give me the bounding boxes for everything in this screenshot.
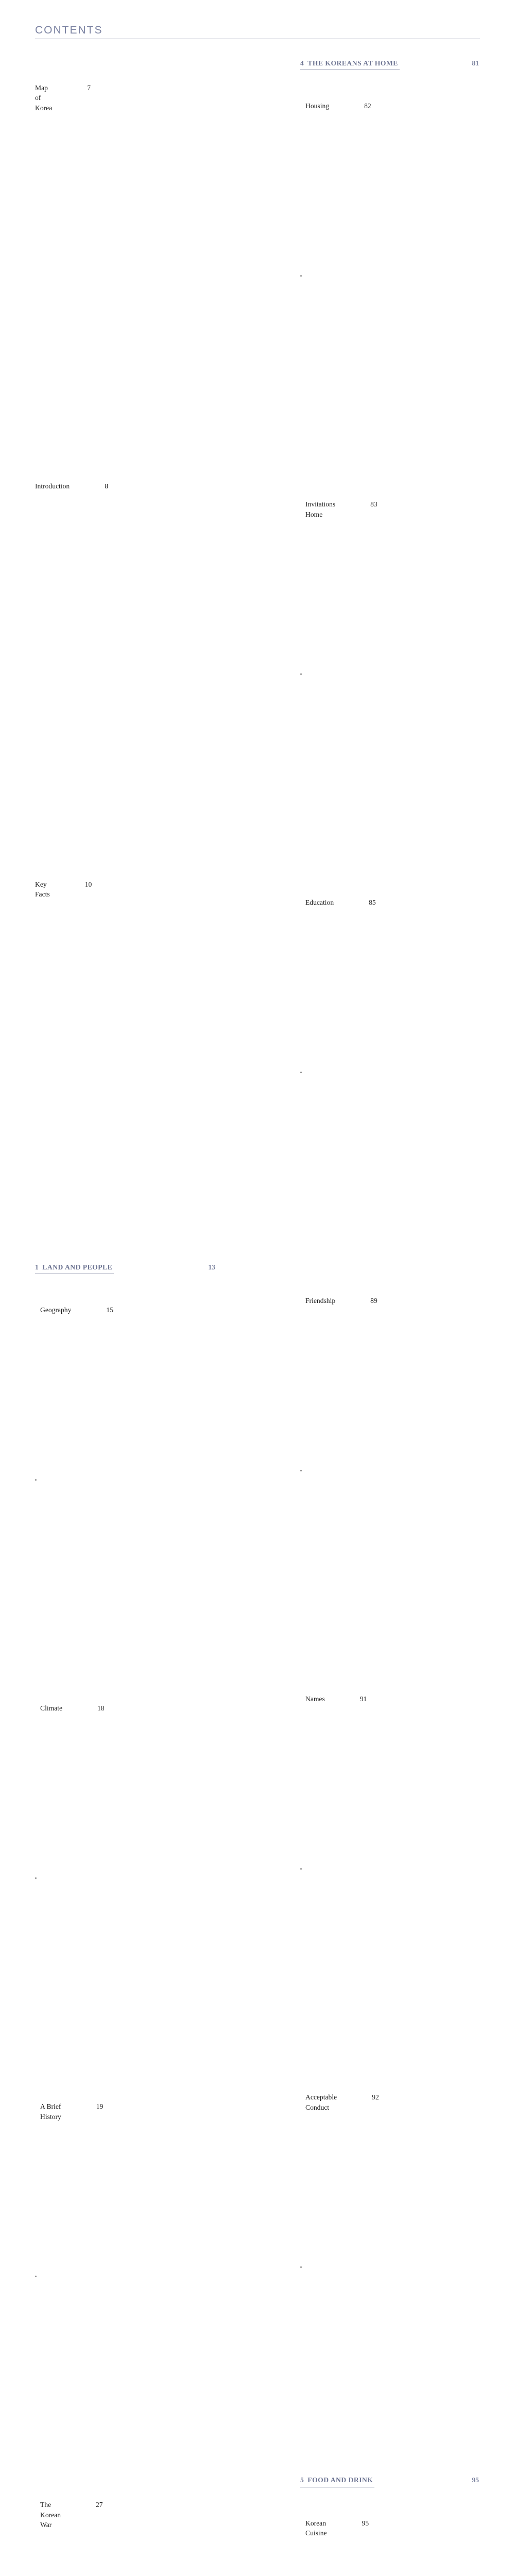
toc-entry: [300, 2067, 479, 2466]
toc-entry: [300, 474, 479, 873]
toc-entry: [35, 58, 215, 456]
toc-entry-page: 10: [50, 855, 215, 1253]
toc-entry-label: Names: [305, 1695, 325, 1703]
toc-entry-page: 27: [61, 2475, 215, 2576]
toc-entry-page: 15: [71, 1280, 215, 1679]
toc-entry-page: 91: [325, 1669, 479, 2067]
toc-entry: [300, 873, 479, 1271]
toc-entry: [35, 456, 215, 855]
toc-entry: [35, 2475, 215, 2576]
chapter-number: 1: [35, 1263, 39, 1271]
toc-entry: [35, 2077, 215, 2475]
toc-entry: [300, 1669, 479, 2067]
toc-entry: [300, 76, 479, 474]
toc-entry-label: Invitations Home: [305, 500, 336, 518]
toc-front-matter-section: [35, 58, 215, 1253]
bullet-icon: [300, 275, 302, 277]
chapter-page: 13: [208, 1263, 215, 1271]
bullet-icon: [300, 673, 302, 675]
toc-entry-page: 92: [337, 2067, 479, 2466]
toc-entry-label: The Korean War: [40, 2501, 61, 2529]
chapter-heading-text: [300, 2475, 374, 2487]
chapter-heading: [300, 58, 479, 70]
chapter-title: FOOD AND DRINK: [307, 2476, 373, 2484]
toc-entry-label: Key Facts: [35, 880, 50, 899]
bullet-icon: [300, 1072, 302, 1073]
toc-entry-label: Introduction: [35, 482, 70, 490]
toc-entry-label: Korean Cuisine: [305, 2519, 327, 2537]
toc-chapter-section: [35, 1262, 215, 2576]
toc-entry-page: 18: [62, 1679, 215, 2077]
bullet-icon: [35, 1877, 37, 1879]
toc-entry-page: 83: [335, 474, 479, 873]
toc-entry: [35, 1679, 215, 2077]
chapter-number: 4: [300, 59, 304, 67]
bullet-icon: [300, 1868, 302, 1870]
bullet-icon: [300, 2266, 302, 2268]
bullet-icon: [35, 2276, 37, 2277]
chapter-heading-text: [300, 58, 400, 70]
chapter-heading-text: [35, 1262, 114, 1274]
toc-entry-list: [35, 1280, 215, 2576]
chapter-title: THE KOREANS AT HOME: [307, 59, 398, 67]
page-title: CONTENTS: [35, 24, 103, 36]
page-header: [35, 25, 480, 39]
toc-entry-page: 85: [334, 873, 479, 1271]
toc-chapter-section: [300, 58, 479, 2466]
toc-entry-label: Map of Korea: [35, 84, 53, 112]
toc-entry-page: 82: [329, 76, 479, 474]
toc-entry-page: 95: [327, 2494, 479, 2576]
toc-entry-list: [300, 2494, 479, 2576]
toc-entry-list: [300, 76, 479, 2466]
bullet-icon: [35, 1479, 37, 1481]
toc-right-column: [300, 58, 479, 2576]
toc-entry-label: Acceptable Conduct: [305, 2093, 337, 2111]
chapter-title: LAND AND PEOPLE: [42, 1263, 113, 1271]
chapter-number: 5: [300, 2476, 304, 2484]
toc-entry: [300, 2494, 479, 2576]
toc-entry: [35, 855, 215, 1253]
chapter-page: 95: [472, 2476, 479, 2484]
toc-entry-label: Geography: [40, 1306, 72, 1314]
toc-entry-label: Friendship: [305, 1297, 336, 1305]
toc-entry-page: 89: [335, 1271, 479, 1669]
toc-columns: [35, 58, 480, 2576]
toc-entry-label: A Brief History: [40, 2103, 61, 2121]
chapter-page: 81: [472, 59, 479, 67]
toc-entry: [35, 1280, 215, 1679]
toc-chapter-section: [300, 2475, 479, 2576]
chapter-heading: [300, 2475, 479, 2487]
toc-entry-label: Education: [305, 899, 334, 907]
toc-entry-page: 19: [61, 2077, 215, 2475]
toc-entry-list: [35, 58, 215, 1253]
bullet-icon: [300, 1470, 302, 1471]
toc-entry-page: 8: [70, 456, 215, 855]
toc-entry: [300, 1271, 479, 1669]
toc-left-column: [35, 58, 215, 2576]
toc-entry-label: Housing: [305, 102, 330, 110]
chapter-heading: [35, 1262, 215, 1274]
toc-entry-label: Climate: [40, 1704, 63, 1713]
toc-entry-page: 7: [52, 58, 215, 456]
